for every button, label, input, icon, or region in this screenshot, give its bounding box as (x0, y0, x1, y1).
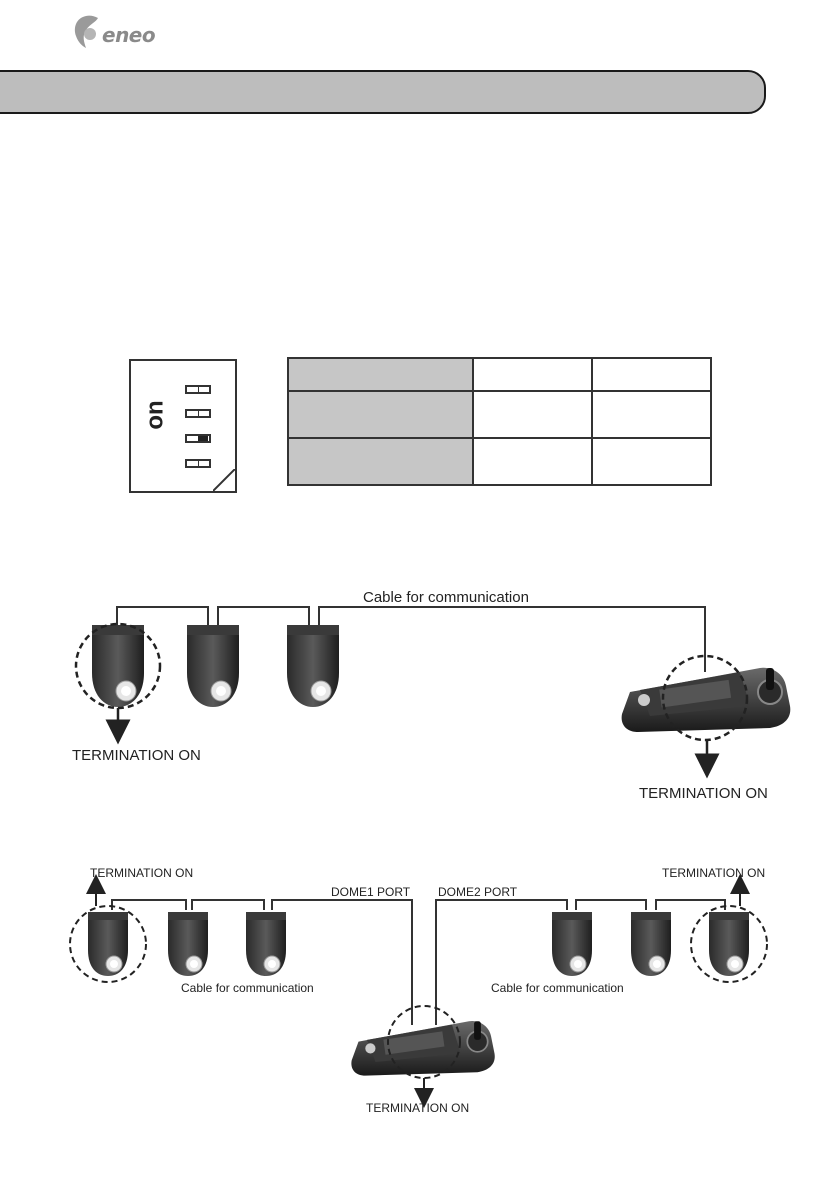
termination-label-right: TERMINATION ON (639, 785, 768, 802)
dip-switch-3 (185, 434, 211, 443)
section-header-bar (0, 70, 766, 114)
dome-camera-1 (92, 625, 144, 707)
table-row (288, 438, 711, 485)
dip-switch-on-label: on (141, 400, 169, 430)
table-cell (592, 438, 711, 485)
table-cell (473, 438, 592, 485)
cable-label-right: Cable for communication (491, 981, 624, 995)
dip-switch (129, 359, 237, 493)
keyboard-controller-2 (351, 1021, 494, 1076)
diagram-2 (70, 866, 767, 1115)
eneo-emblem-icon (72, 14, 100, 50)
cable-label-1: Cable for communication (363, 589, 529, 606)
table-header-cell (288, 358, 473, 391)
dip-switch-1 (185, 385, 211, 394)
termination-label-bottom: TERMINATION ON (366, 1101, 470, 1115)
wiring-diagrams (0, 580, 840, 1140)
table-cell (592, 358, 711, 391)
diagram-1 (72, 589, 790, 802)
termination-label-top-left: TERMINATION ON (90, 866, 194, 880)
table-row (288, 358, 711, 391)
brand-logo (72, 14, 182, 52)
dome-camera-9 (709, 912, 749, 976)
keyboard-controller-1 (622, 668, 791, 732)
termination-label-top-right: TERMINATION ON (662, 866, 766, 880)
termination-table (287, 357, 712, 486)
dome-camera-3 (287, 625, 339, 707)
table-row (288, 391, 711, 438)
brand-name: eneo (102, 23, 156, 47)
table-header-cell (288, 438, 473, 485)
table-header-cell (288, 391, 473, 438)
table-cell (473, 391, 592, 438)
cable-label-left: Cable for communication (181, 981, 314, 995)
dome-camera-7 (552, 912, 592, 976)
termination-label-left: TERMINATION ON (72, 747, 201, 764)
port-label-dome2: DOME2 PORT (438, 885, 518, 899)
table-cell (592, 391, 711, 438)
dome-camera-4 (88, 912, 128, 976)
dip-switch-2 (185, 409, 211, 418)
dome-camera-2 (187, 625, 239, 707)
dip-corner-mark (213, 469, 235, 491)
dome-camera-8 (631, 912, 671, 976)
port-label-dome1: DOME1 PORT (331, 885, 411, 899)
table-cell (473, 358, 592, 391)
dip-switch-4 (185, 459, 211, 468)
dome-camera-6 (246, 912, 286, 976)
dome-camera-5 (168, 912, 208, 976)
